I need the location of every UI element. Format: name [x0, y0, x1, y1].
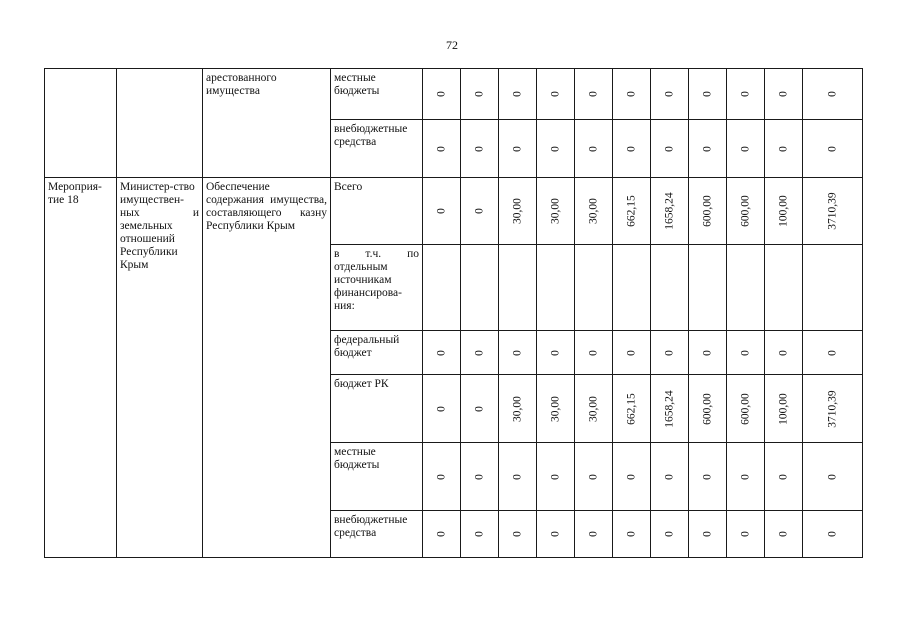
page-number: 72 [446, 38, 458, 52]
value-text: 0 [435, 405, 447, 412]
executor-cell-empty [117, 69, 203, 178]
value-text: 0 [826, 531, 838, 537]
value-cell [613, 245, 651, 331]
value-text: 0 [826, 473, 838, 480]
value-cell [499, 69, 537, 120]
source-label [331, 443, 423, 511]
value-text: 0 [549, 91, 561, 97]
value-text: 0 [625, 473, 637, 480]
source-label [331, 178, 423, 245]
value-cell [689, 443, 727, 511]
table-row [45, 69, 863, 120]
value-text: 0 [625, 349, 637, 356]
value-cell [575, 375, 613, 443]
value-cell [803, 120, 863, 178]
value-cell [575, 120, 613, 178]
value-cell [765, 120, 803, 178]
value-text: 0 [473, 91, 485, 97]
value-text: 0 [826, 349, 838, 356]
value-cell [727, 511, 765, 558]
value-text: 0 [739, 145, 751, 152]
value-cell [461, 331, 499, 375]
value-cell [575, 245, 613, 331]
value-text: 0 [511, 91, 523, 97]
value-cell [689, 178, 727, 245]
executor-cell [117, 178, 203, 558]
value-cell [499, 178, 537, 245]
value-cell [461, 443, 499, 511]
value-text: 0 [663, 91, 675, 97]
measure-name-cell-text: Мероприя-тие 18 [48, 181, 102, 206]
value-text: 0 [663, 145, 675, 152]
value-text: 0 [777, 531, 789, 537]
value-cell [765, 331, 803, 375]
source-label-text: Всего [334, 181, 363, 193]
value-text: 0 [701, 349, 713, 356]
value-text: 0 [473, 208, 485, 214]
value-cell [537, 120, 575, 178]
value-text: 0 [701, 145, 713, 152]
description-cell [203, 178, 331, 558]
source-label [331, 245, 423, 331]
value-cell [613, 443, 651, 511]
value-cell [575, 178, 613, 245]
value-cell [613, 375, 651, 443]
value-cell [461, 245, 499, 331]
value-text: 3710,39 [826, 192, 838, 230]
value-cell [537, 443, 575, 511]
value-cell [803, 69, 863, 120]
value-cell [537, 178, 575, 245]
value-text: 0 [511, 145, 523, 152]
source-label-text: бюджет РК [334, 378, 389, 390]
value-text: 0 [473, 405, 485, 412]
value-cell [765, 511, 803, 558]
value-cell [537, 511, 575, 558]
value-text: 0 [777, 91, 789, 97]
value-text: 0 [549, 145, 561, 152]
value-cell [499, 245, 537, 331]
value-cell [499, 375, 537, 443]
value-cell [689, 69, 727, 120]
value-cell [423, 178, 461, 245]
value-text: 0 [435, 91, 447, 97]
value-cell [727, 443, 765, 511]
value-cell [727, 245, 765, 331]
value-text: 600,00 [739, 195, 751, 227]
description-cell [203, 69, 331, 178]
value-cell [689, 245, 727, 331]
value-cell [613, 331, 651, 375]
value-cell [727, 375, 765, 443]
value-text: 0 [435, 473, 447, 480]
value-text: 30,00 [511, 198, 523, 224]
value-cell [803, 178, 863, 245]
value-text: 0 [473, 349, 485, 356]
value-cell [765, 178, 803, 245]
value-cell [803, 331, 863, 375]
value-text: 0 [587, 473, 599, 480]
value-text: 0 [701, 473, 713, 480]
value-text: 0 [587, 349, 599, 356]
value-cell [651, 375, 689, 443]
value-cell [461, 69, 499, 120]
value-text: 0 [473, 473, 485, 480]
value-cell [461, 120, 499, 178]
value-cell [423, 245, 461, 331]
value-cell [537, 331, 575, 375]
value-text: 0 [511, 473, 523, 480]
value-cell [613, 120, 651, 178]
value-text: 600,00 [701, 195, 713, 227]
value-cell [575, 69, 613, 120]
value-text: 0 [549, 349, 561, 356]
value-text: 0 [587, 145, 599, 152]
value-text: 1658,24 [663, 389, 675, 428]
value-cell [423, 120, 461, 178]
value-text: 30,00 [587, 198, 599, 224]
value-cell [651, 443, 689, 511]
value-text: 0 [739, 473, 751, 480]
source-label-text: внебюджетные средства [334, 123, 408, 148]
value-text: 0 [511, 349, 523, 356]
value-text: 100,00 [777, 392, 789, 425]
value-text: 30,00 [511, 395, 523, 422]
value-text: 0 [777, 145, 789, 152]
value-text: 0 [739, 349, 751, 356]
value-cell [423, 331, 461, 375]
source-label-text: в т.ч. по отдельным источникам финансирова-ния: [334, 248, 419, 312]
value-text: 0 [663, 473, 675, 480]
value-text: 662,15 [625, 392, 637, 425]
value-cell [803, 511, 863, 558]
value-text: 0 [739, 531, 751, 537]
value-cell [461, 178, 499, 245]
value-text: 0 [701, 531, 713, 537]
executor-cell-text: Министер-ство имуществен-ных и земельных отношений Республики Крым [120, 181, 199, 271]
value-text: 0 [587, 531, 599, 537]
value-cell [765, 69, 803, 120]
value-cell [575, 331, 613, 375]
value-text: 0 [663, 349, 675, 356]
value-cell [461, 511, 499, 558]
source-label-text: местные бюджеты [334, 72, 380, 97]
measure-name-cell [45, 178, 117, 558]
value-cell [803, 375, 863, 443]
value-text: 0 [625, 91, 637, 97]
value-text: 30,00 [549, 395, 561, 422]
measure-cell-empty [45, 69, 117, 178]
value-text: 100,00 [777, 195, 789, 227]
financing-table [44, 68, 863, 558]
description-cell-text: арестованного имущества [206, 72, 277, 97]
value-cell [537, 375, 575, 443]
value-cell [613, 69, 651, 120]
value-cell [499, 331, 537, 375]
table-row [45, 178, 863, 245]
value-cell [727, 331, 765, 375]
value-cell [727, 178, 765, 245]
value-text: 0 [777, 473, 789, 480]
value-text: 0 [701, 91, 713, 97]
value-text: 600,00 [701, 392, 713, 425]
source-label [331, 69, 423, 120]
description-cell-text: Обеспечение содержания имущества, составляющего казну Республики Крым [206, 181, 327, 232]
value-text: 0 [435, 145, 447, 152]
value-text: 0 [739, 91, 751, 97]
value-cell [423, 443, 461, 511]
value-text: 0 [435, 349, 447, 356]
value-cell [689, 375, 727, 443]
value-cell [803, 245, 863, 331]
source-label [331, 120, 423, 178]
value-text: 0 [826, 91, 838, 97]
source-label [331, 331, 423, 375]
value-cell [727, 69, 765, 120]
value-cell [461, 375, 499, 443]
value-cell [803, 443, 863, 511]
value-text: 0 [777, 349, 789, 356]
value-text: 662,15 [625, 195, 637, 227]
value-cell [499, 511, 537, 558]
value-text: 1658,24 [663, 192, 675, 230]
value-text: 30,00 [587, 395, 599, 422]
value-cell [651, 120, 689, 178]
value-text: 0 [663, 531, 675, 537]
value-cell [689, 511, 727, 558]
value-text: 0 [625, 531, 637, 537]
value-text: 600,00 [739, 392, 751, 425]
value-text: 0 [549, 531, 561, 537]
value-cell [651, 331, 689, 375]
value-text: 3710,39 [826, 389, 838, 428]
value-text: 0 [473, 145, 485, 152]
value-cell [613, 178, 651, 245]
value-text: 30,00 [549, 198, 561, 224]
source-label-text: местные бюджеты [334, 446, 380, 471]
value-cell [423, 69, 461, 120]
value-text: 0 [435, 531, 447, 537]
value-cell [499, 120, 537, 178]
value-text: 0 [473, 531, 485, 537]
value-cell [689, 120, 727, 178]
value-text: 0 [549, 473, 561, 480]
source-label [331, 375, 423, 443]
value-cell [575, 443, 613, 511]
value-text: 0 [587, 91, 599, 97]
value-cell [537, 245, 575, 331]
value-cell [537, 69, 575, 120]
value-cell [651, 511, 689, 558]
value-cell [423, 511, 461, 558]
source-label [331, 511, 423, 558]
value-cell [689, 331, 727, 375]
value-text: 0 [826, 145, 838, 152]
value-cell [651, 245, 689, 331]
value-cell [575, 511, 613, 558]
value-cell [765, 443, 803, 511]
value-text: 0 [435, 208, 447, 214]
value-cell [651, 178, 689, 245]
value-cell [727, 120, 765, 178]
value-text: 0 [625, 145, 637, 152]
value-cell [499, 443, 537, 511]
source-label-text: внебюджетные средства [334, 514, 408, 539]
value-cell [613, 511, 651, 558]
source-label-text: федеральный бюджет [334, 334, 400, 359]
value-text: 0 [511, 531, 523, 537]
value-cell [423, 375, 461, 443]
value-cell [765, 375, 803, 443]
value-cell [765, 245, 803, 331]
value-cell [651, 69, 689, 120]
